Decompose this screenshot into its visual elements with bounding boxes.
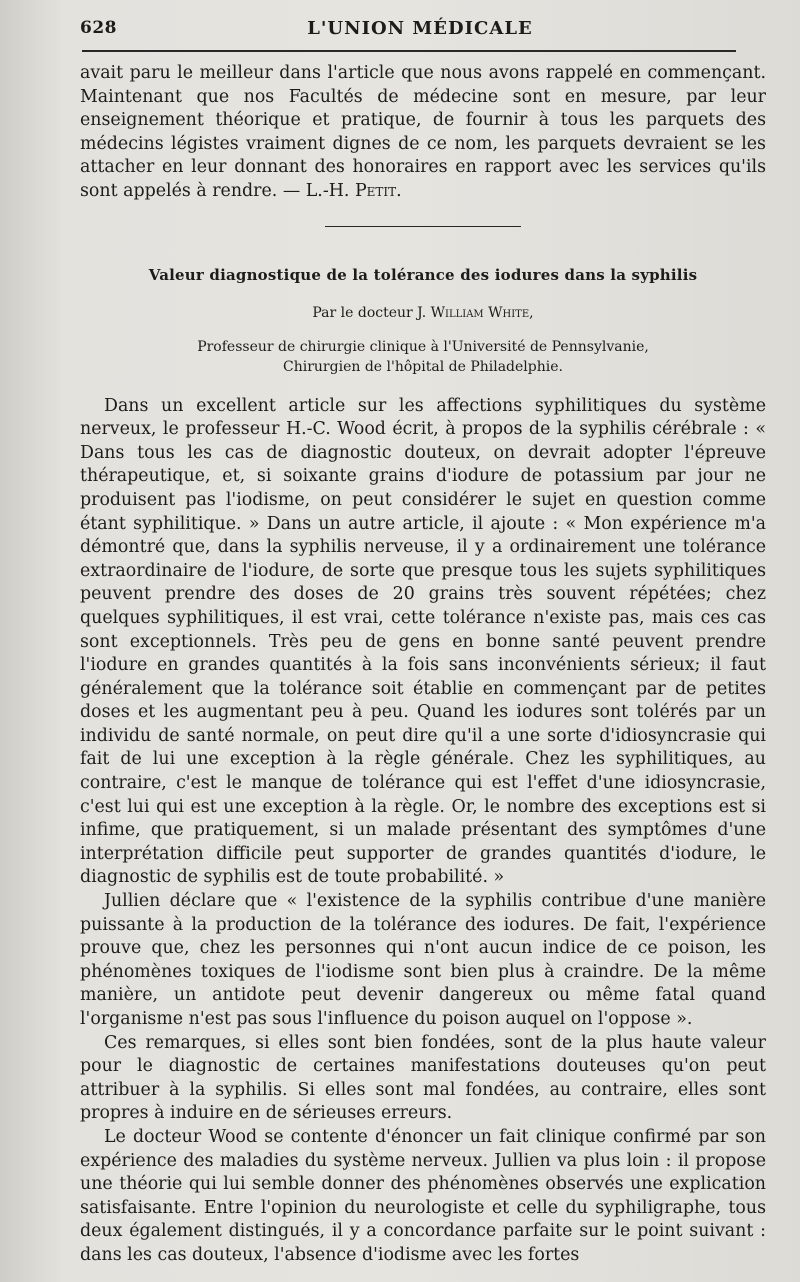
article-paragraph: Ces remarques, si elles sont bien fondées, sont de la plus haute valeur pour le diagnostic de certaines manifestations douteuses qu'on peut attribuer à la syphilis. Si elles sont mal fondées, au contraire, elles sont propres à induire en de sérieuses erreurs. xyxy=(80,1032,766,1124)
author-affiliation xyxy=(80,337,766,377)
running-title: L'UNION MÉDICALE xyxy=(307,18,533,39)
affiliation-line: Chirurgien de l'hôpital de Philadelphie. xyxy=(283,358,563,375)
article-paragraph: Dans un excellent article sur les affections syphilitiques du système nerveux, le professeur H.-C. Wood écrit, à propos de la syphilis cérébrale : « Dans tous les cas de diagnostic douteux, on devrait adopter l'épreuve thérapeutique, et, si soixante grains d'iodure de potassium par jour ne produisent pas l'iodisme, on peut considérer le sujet en question comme étant syphilitique. » Dans un autre article, il ajoute : « Mon expérience m'a démontré que, dans la syphilis nerveuse, il y a ordinairement une tolérance extraordinaire de l'iodure, de sorte que presque tous les sujets syphilitiques peuvent prendre des doses de 20 grains très souvent répétées; chez quelques syphilitiques, il est vrai, cette tolérance n'existe pas, mais ces cas sont exceptionnels. Très peu de gens en bonne santé peuvent prendre l'iodure en grandes quantités à la fois sans inconvénients sérieux; il faut généralement que la tolérance soit établie en commençant par de petites doses et les augmentant peu à peu. Quand les iodures sont tolérés par un individu de santé normale, on peut dire qu'il a une sorte d'idiosyncrasie qui fait de lui une exception à la règle générale. Chez les syphilitiques, au contraire, c'est le manque de tolérance qui est l'effet d'une idiosyncrasie, c'est lui qui est une exception à la règle. Or, le nombre des exceptions est si infime, que pratiquement, si un malade présentant des symptômes d'une interprétation difficile peut supporter de grandes quantités d'iodure, le diagnostic de syphilis est de toute probabilité. » xyxy=(80,395,766,888)
signature: Petit xyxy=(354,180,397,201)
article-byline xyxy=(80,303,766,323)
byline-end: , xyxy=(529,304,534,321)
signature-end: . xyxy=(396,180,402,201)
article-paragraph: Le docteur Wood se contente d'énoncer un fait clinique confirmé par son expérience des maladies du système nerveux. Jullien va plus loin : il propose une théorie qui lui semble donner des phénomènes observés une explication satisfaisante. Entre l'opinion du neurologiste et celle du syphiligraphe, tous deux également distingués, il y a concordance parfaite sur le point suivant : dans les cas douteux, l'absence d'iodisme avec les fortes xyxy=(80,1126,766,1265)
article-title: Valeur diagnostique de la tolérance des iodures dans la syphilis xyxy=(148,265,698,284)
page-number: 628 xyxy=(80,18,117,38)
byline-prefix: Par le docteur J. xyxy=(312,304,431,321)
article-paragraph: Jullien déclare que « l'existence de la syphilis contribue d'une manière puissante à la production de la tolérance des iodures. De fait, l'expérience prouve que, chez les personnes qui n'ont aucun indice de ce poison, les phénomènes toxiques de l'iodisme sont bien plus à craindre. De la même manière, un antidote peut devenir dangereux ou même fatal quand l'organisme n'est pas sous l'influence du poison auquel on l'oppose ». xyxy=(80,891,766,1029)
previous-article-text: avait paru le meilleur dans l'article que nous avons rappelé en commençant. Maintenant que nos Facultés de médecine sont en mesure, par leur enseignement théorique et pratique, de fournir à tous les parquets des médecins légistes vraiment dignes de ce nom, les parquets devraient se les attacher en leur donnant des honoraires en rapport avec les services qu'ils sont appelés à rendre. — L.-H. xyxy=(80,63,766,201)
header-rule xyxy=(82,50,736,52)
page-content xyxy=(80,62,766,1268)
page-header xyxy=(80,18,760,46)
author-name: William White xyxy=(430,304,530,321)
previous-article-ending xyxy=(80,62,766,204)
affiliation-line: Professeur de chirurgie clinique à l'Université de Pennsylvanie, xyxy=(197,338,649,355)
section-separator xyxy=(325,226,521,227)
